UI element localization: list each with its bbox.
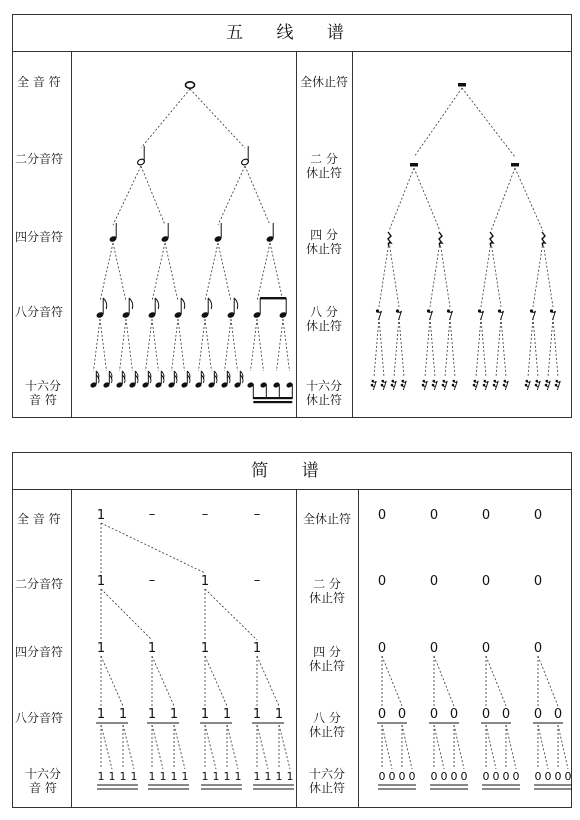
dashed-connector (389, 242, 399, 307)
half-note-label: 二分音符 (15, 152, 64, 166)
dashed-connector (491, 168, 515, 231)
dashed-connector (126, 319, 133, 371)
dashed-connector (101, 523, 205, 573)
dashed-connector (414, 168, 440, 231)
dashed-connector (141, 166, 165, 225)
jianpu-dash: – (253, 507, 261, 522)
half-note-label: 二分音符 (15, 577, 64, 591)
note-flag (129, 298, 133, 309)
eighth-rest-stroke (449, 311, 453, 320)
dashed-connector (218, 166, 245, 225)
dashed-connector (481, 318, 486, 377)
jianpu-rest-0: 0 (534, 770, 542, 783)
jianpu-rest-0: 0 (460, 770, 468, 783)
jianpu-note-1: 1 (252, 707, 262, 722)
whole-note-label: 全 音 符 (17, 75, 61, 89)
jianpu-rest-0: 0 (564, 770, 572, 783)
dashed-connector (445, 318, 450, 377)
jianpu-rest-0: 0 (481, 707, 491, 722)
dashed-connector (227, 725, 238, 769)
jianpu-dash: – (253, 573, 261, 588)
dashed-connector (533, 318, 538, 377)
label-line: 八 分 (313, 711, 341, 725)
eighth-note-label: 八分音符 (15, 305, 64, 319)
eighth-rest-stroke (480, 311, 484, 320)
jianpu-rest-0: 0 (429, 508, 439, 523)
dashed-connector (152, 725, 163, 769)
jianpu-rest-0: 0 (533, 641, 543, 656)
jianpu-rest-0: 0 (430, 770, 438, 783)
dashed-connector (379, 318, 384, 377)
dashed-connector (100, 319, 107, 371)
dashed-connector (379, 242, 389, 307)
dashed-connector (165, 243, 178, 301)
label-line: 休止符 (305, 166, 342, 180)
jianpu-rest-0: 0 (544, 770, 552, 783)
jianpu-rest-0: 0 (482, 770, 490, 783)
dashed-connector (394, 318, 399, 377)
jianpu-rest-0: 0 (501, 707, 511, 722)
jianpu-rest-0: 0 (492, 770, 500, 783)
eighth-rest-stroke (552, 311, 556, 320)
dashed-connector (225, 319, 232, 371)
eighth-rest-stroke (398, 311, 402, 320)
label-line: 四 分 (310, 228, 338, 242)
label-line: 十六分 (24, 767, 61, 781)
dashed-connector (174, 725, 185, 769)
label-line: 休止符 (308, 725, 345, 739)
jianpu-note-1: 1 (147, 707, 157, 722)
label-line: 休止符 (308, 659, 345, 673)
dashed-connector (533, 242, 543, 307)
dashed-connector (434, 656, 454, 706)
jianpu-rest-0: 0 (553, 707, 563, 722)
label-line: 二 分 (313, 577, 341, 591)
jianpu-rest-0: 0 (533, 508, 543, 523)
label-line: 休止符 (305, 242, 342, 256)
dashed-connector (486, 656, 506, 706)
jianpu-note-1: 1 (253, 770, 261, 783)
label-line: 音 符 (29, 781, 57, 795)
dashed-connector (515, 168, 543, 231)
jianpu-note-1: 1 (170, 770, 178, 783)
label-line: 四 分 (313, 645, 341, 659)
jianpu-note-1: 1 (223, 770, 231, 783)
dashed-connector (231, 319, 238, 371)
dashed-connector (218, 243, 231, 301)
dashed-connector (178, 319, 185, 371)
dashed-connector (113, 166, 141, 225)
note-flag (155, 298, 159, 309)
jianpu-rest-0: 0 (377, 641, 387, 656)
dashed-connector (389, 168, 414, 231)
dashed-connector (506, 725, 516, 769)
jianpu-note-1: 1 (147, 641, 157, 656)
jianpu-note-1: 1 (148, 770, 156, 783)
jianpu-rest-0: 0 (429, 574, 439, 589)
jianpu-rest-0: 0 (481, 508, 491, 523)
label-line: 二 分 (310, 152, 338, 166)
dashed-connector (402, 725, 412, 769)
jianpu-rest-0: 0 (388, 770, 396, 783)
label-line: 全休止符 (299, 75, 348, 89)
dashed-connector (257, 319, 264, 371)
jianpu-rest-0: 0 (502, 770, 510, 783)
label-line: 十六分 (305, 379, 342, 393)
jianpu-dash: – (148, 573, 156, 588)
jianpu-dash: – (201, 507, 209, 522)
staff-notation-diagram (13, 15, 571, 417)
note-beam (253, 397, 292, 399)
dashed-connector (425, 318, 430, 377)
jianpu-rest-0: 0 (554, 770, 562, 783)
dashed-connector (152, 656, 174, 706)
label-line: 休止符 (305, 393, 342, 407)
note-flag (103, 298, 107, 309)
dashed-connector (558, 725, 568, 769)
half-rest-icon (511, 163, 519, 167)
dashed-connector (245, 166, 270, 225)
note-beam (253, 401, 292, 403)
note-flag (208, 298, 212, 309)
dashed-connector (543, 242, 553, 307)
jianpu-note-1: 1 (234, 770, 242, 783)
dashed-connector (382, 656, 402, 706)
jianpu-note-1: 1 (119, 770, 127, 783)
dashed-connector (270, 243, 283, 301)
label-line: 八 分 (310, 305, 338, 319)
jianpu-notation-table (12, 452, 572, 808)
jianpu-rest-0: 0 (377, 574, 387, 589)
half-rest-icon (410, 163, 418, 167)
jianpu-rest-0: 0 (440, 770, 448, 783)
dashed-connector (538, 656, 558, 706)
dashed-connector (251, 319, 258, 371)
jianpu-notation-title: 简 谱 (13, 453, 571, 490)
jianpu-rest-0: 0 (377, 707, 387, 722)
jianpu-rest-0: 0 (481, 574, 491, 589)
staff-notation-title: 五 线 谱 (13, 15, 571, 52)
jianpu-note-1: 1 (96, 508, 106, 523)
staff-notation-table (12, 14, 572, 418)
jianpu-note-1: 1 (264, 770, 272, 783)
dashed-connector (399, 318, 404, 377)
dashed-connector (152, 243, 165, 301)
note-flag (181, 298, 185, 309)
jianpu-rest-0: 0 (378, 770, 386, 783)
dashed-connector (501, 318, 506, 377)
dashed-connector (101, 656, 123, 706)
dashed-connector (462, 88, 515, 157)
dashed-connector (553, 318, 558, 377)
dashed-connector (205, 243, 218, 301)
dashed-connector (440, 242, 450, 307)
jianpu-rest-0: 0 (533, 707, 543, 722)
dashed-connector (277, 319, 284, 371)
jianpu-note-1: 1 (118, 707, 128, 722)
dashed-connector (101, 589, 152, 640)
eighth-rest-stroke (429, 311, 433, 320)
jianpu-dash: – (148, 507, 156, 522)
dashed-connector (434, 725, 444, 769)
jianpu-rest-0: 0 (408, 770, 416, 783)
dashed-connector (283, 319, 290, 371)
dashed-connector (476, 318, 481, 377)
jianpu-rest-0: 0 (450, 770, 458, 783)
dashed-connector (94, 319, 101, 371)
dashed-connector (450, 318, 455, 377)
jianpu-rest-0: 0 (512, 770, 520, 783)
jianpu-note-1: 1 (201, 770, 209, 783)
dashed-connector (257, 725, 268, 769)
dashed-connector (123, 725, 134, 769)
eighth-rest-stroke (500, 311, 504, 320)
jianpu-rest-0: 0 (449, 707, 459, 722)
dashed-connector (430, 318, 435, 377)
whole-note-label: 全 音 符 (17, 512, 61, 526)
dashed-connector (486, 725, 496, 769)
note-beam (260, 297, 286, 299)
dashed-connector (205, 589, 257, 640)
dashed-connector (454, 725, 464, 769)
dashed-connector (141, 89, 190, 148)
jianpu-rest-0: 0 (377, 508, 387, 523)
jianpu-note-1: 1 (169, 707, 179, 722)
jianpu-note-1: 1 (96, 707, 106, 722)
jianpu-rest-0: 0 (429, 641, 439, 656)
dashed-connector (528, 318, 533, 377)
dashed-connector (120, 319, 127, 371)
dashed-connector (205, 656, 227, 706)
dashed-connector (481, 242, 491, 307)
dashed-connector (257, 656, 279, 706)
jianpu-note-1: 1 (108, 770, 116, 783)
label-line: 十六分 (308, 767, 345, 781)
whole-note-icon (186, 82, 195, 88)
dashed-connector (496, 318, 501, 377)
jianpu-note-1: 1 (200, 707, 210, 722)
jianpu-note-1: 1 (200, 641, 210, 656)
dashed-connector (205, 319, 212, 371)
dashed-connector (538, 725, 548, 769)
jianpu-note-1: 1 (200, 574, 210, 589)
dashed-connector (382, 725, 392, 769)
label-line: 休止符 (308, 781, 345, 795)
quarter-note-label: 四分音符 (15, 645, 64, 659)
jianpu-note-1: 1 (222, 707, 232, 722)
jianpu-note-1: 1 (130, 770, 138, 783)
dashed-connector (172, 319, 179, 371)
jianpu-rest-0: 0 (429, 707, 439, 722)
dashed-connector (491, 242, 501, 307)
jianpu-note-1: 1 (159, 770, 167, 783)
jianpu-rest-0: 0 (398, 770, 406, 783)
label-line: 音 符 (29, 393, 57, 407)
label-line: 休止符 (305, 319, 342, 333)
dashed-connector (414, 88, 462, 157)
label-line: 全休止符 (302, 512, 351, 526)
dashed-connector (257, 243, 270, 301)
label-line: 休止符 (308, 591, 345, 605)
label-line: 十六分 (24, 379, 61, 393)
jianpu-notation-diagram (13, 453, 571, 807)
eighth-rest-stroke (532, 311, 536, 320)
dashed-connector (190, 89, 245, 148)
quarter-note-label: 四分音符 (15, 230, 64, 244)
jianpu-note-1: 1 (275, 770, 283, 783)
eighth-rest-stroke (378, 311, 382, 320)
jianpu-note-1: 1 (97, 770, 105, 783)
jianpu-note-1: 1 (286, 770, 294, 783)
jianpu-rest-0: 0 (397, 707, 407, 722)
jianpu-note-1: 1 (252, 641, 262, 656)
dashed-connector (279, 725, 290, 769)
dashed-connector (374, 318, 379, 377)
jianpu-note-1: 1 (96, 574, 106, 589)
jianpu-note-1: 1 (181, 770, 189, 783)
dashed-connector (205, 725, 216, 769)
jianpu-note-1: 1 (96, 641, 106, 656)
dashed-connector (548, 318, 553, 377)
dashed-connector (113, 243, 126, 301)
jianpu-note-1: 1 (212, 770, 220, 783)
dashed-connector (430, 242, 440, 307)
jianpu-note-1: 1 (274, 707, 284, 722)
dashed-connector (100, 243, 113, 301)
jianpu-rest-0: 0 (481, 641, 491, 656)
dashed-connector (199, 319, 206, 371)
note-flag (234, 298, 238, 309)
dashed-connector (101, 725, 112, 769)
jianpu-rest-0: 0 (533, 574, 543, 589)
dashed-connector (146, 319, 153, 371)
eighth-note-label: 八分音符 (15, 711, 64, 725)
dashed-connector (152, 319, 159, 371)
whole-rest-icon (458, 83, 466, 87)
